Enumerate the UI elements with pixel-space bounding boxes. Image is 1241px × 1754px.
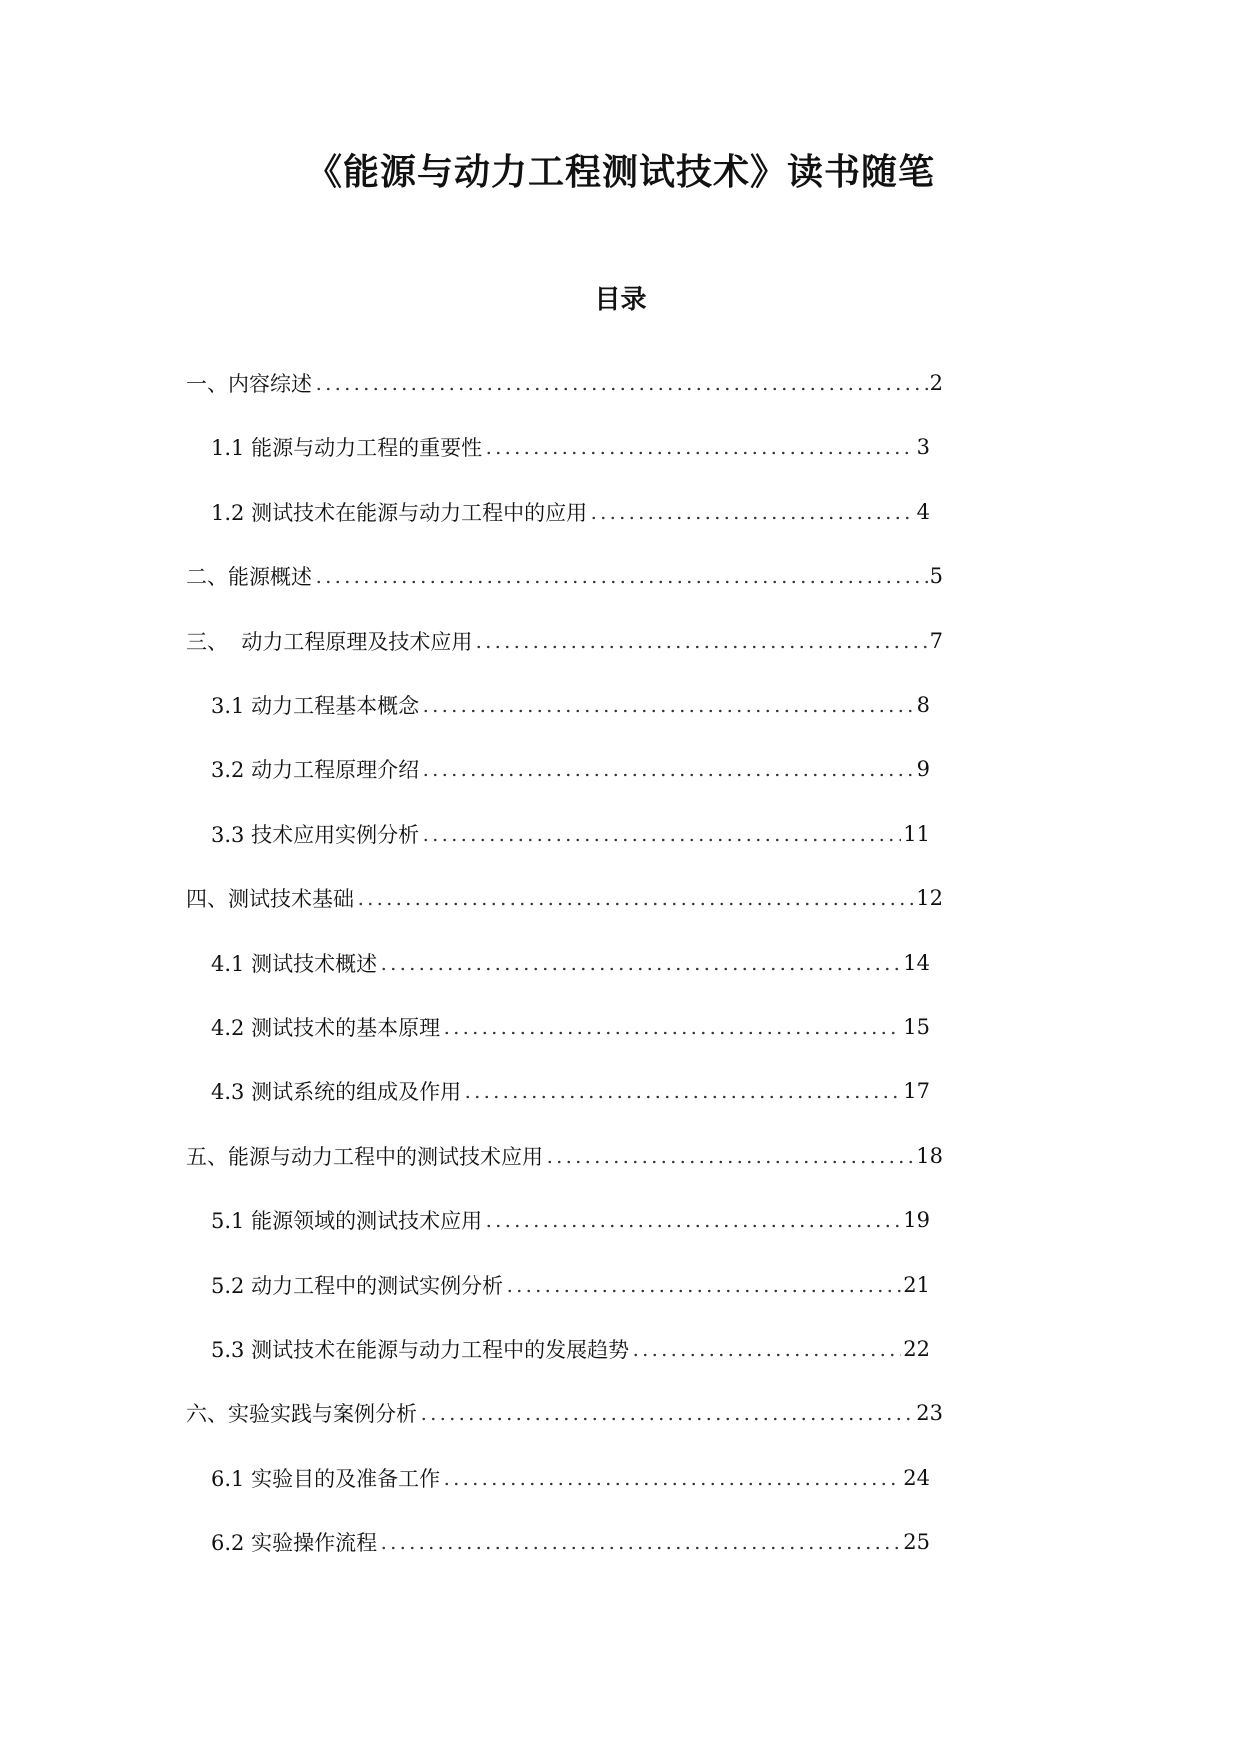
toc-entry[interactable] [211, 427, 930, 467]
toc-entry-text: 一、内容综述 [186, 372, 312, 396]
toc-entry-text: 6.2 实验操作流程 [211, 1531, 378, 1555]
toc-heading: 目录 [594, 285, 647, 315]
toc-entry[interactable] [211, 492, 930, 532]
toc-entry-text: 5.3 测试技术在能源与动力工程中的发展趋势 [211, 1338, 630, 1362]
toc-entry-text: 6.1 实验目的及准备工作 [211, 1467, 441, 1491]
toc-entry-text: 3.3 技术应用实例分析 [211, 823, 420, 847]
toc-leader-dots [421, 838, 901, 842]
toc-entry[interactable] [211, 1200, 930, 1240]
toc-entry[interactable] [186, 1136, 943, 1176]
toc-leader-dots [442, 1482, 901, 1486]
toc-leader-dots [505, 1289, 901, 1293]
toc-entry-page: 15 [903, 1015, 930, 1039]
toc-entry-page: 2 [929, 371, 943, 395]
toc-entry-page: 8 [916, 693, 930, 717]
toc-leader-dots [356, 902, 914, 906]
toc-entry-page: 23 [916, 1401, 943, 1425]
toc-entry-page: 14 [903, 951, 930, 975]
toc-entry-page: 12 [916, 886, 943, 910]
toc-entry-page: 24 [903, 1466, 930, 1490]
toc-entry-text: 1.1 能源与动力工程的重要性 [211, 436, 483, 460]
toc-entry-page: 22 [903, 1337, 930, 1361]
toc-entry-text: 4.2 测试技术的基本原理 [211, 1016, 441, 1040]
toc-entry[interactable] [186, 363, 943, 403]
toc-leader-dots [474, 645, 927, 649]
toc-entry[interactable] [186, 878, 943, 918]
toc-entry[interactable] [211, 685, 930, 725]
toc-entry-text: 3.1 动力工程基本概念 [211, 694, 420, 718]
toc-entry-text: 5.2 动力工程中的测试实例分析 [211, 1274, 504, 1298]
toc-leader-dots [379, 1546, 901, 1550]
toc-entry[interactable] [211, 1071, 930, 1111]
toc-leader-dots [421, 773, 915, 777]
toc-entry-text: 六、实验实践与案例分析 [186, 1402, 417, 1426]
toc-leader-dots [463, 1095, 901, 1099]
toc-entry-page: 5 [929, 564, 943, 588]
toc-entry[interactable] [186, 1393, 943, 1433]
toc-entry[interactable] [211, 814, 930, 854]
toc-entry[interactable] [186, 556, 943, 596]
toc-entry-text: 四、测试技术基础 [186, 887, 354, 911]
toc-leader-dots [421, 709, 915, 713]
toc-entry[interactable] [211, 943, 930, 983]
toc-entry-page: 17 [903, 1079, 930, 1103]
toc-leader-dots [484, 1224, 901, 1228]
toc-entry-text: 1.2 测试技术在能源与动力工程中的应用 [211, 501, 588, 525]
toc-leader-dots [589, 516, 915, 520]
document-title: 《能源与动力工程测试技术》读书随笔 [305, 152, 935, 193]
toc-leader-dots [442, 1031, 901, 1035]
toc-leader-dots [314, 387, 928, 391]
toc-entry-text: 三、 动力工程原理及技术应用 [186, 630, 473, 654]
toc-entry[interactable] [211, 749, 930, 789]
toc-entry-page: 7 [929, 629, 943, 653]
toc-entry-page: 3 [916, 435, 930, 459]
toc-entry[interactable] [211, 1329, 930, 1369]
toc-entry[interactable] [211, 1522, 930, 1562]
toc-entry-page: 4 [916, 500, 930, 524]
toc-entry-page: 21 [903, 1273, 930, 1297]
toc-entry-page: 18 [916, 1144, 943, 1168]
toc-entry-text: 五、能源与动力工程中的测试技术应用 [186, 1145, 543, 1169]
toc-entry[interactable] [211, 1007, 930, 1047]
toc-leader-dots [484, 451, 915, 455]
toc-entry-page: 9 [916, 757, 930, 781]
toc-leader-dots [419, 1417, 914, 1421]
toc-leader-dots [545, 1160, 914, 1164]
toc-entry[interactable] [211, 1458, 930, 1498]
toc-leader-dots [631, 1353, 901, 1357]
toc-entry-text: 5.1 能源领域的测试技术应用 [211, 1209, 483, 1233]
toc-leader-dots [314, 580, 928, 584]
toc-entry[interactable] [211, 1265, 930, 1305]
toc-entry-text: 3.2 动力工程原理介绍 [211, 758, 420, 782]
toc-entry-text: 4.1 测试技术概述 [211, 952, 378, 976]
toc-entry-text: 4.3 测试系统的组成及作用 [211, 1080, 462, 1104]
toc-leader-dots [379, 967, 901, 971]
toc-entry-page: 19 [903, 1208, 930, 1232]
toc-entry-page: 25 [903, 1530, 930, 1554]
toc-entry-page: 11 [903, 822, 930, 846]
toc-entry[interactable] [186, 621, 943, 661]
toc-entry-text: 二、能源概述 [186, 565, 312, 589]
